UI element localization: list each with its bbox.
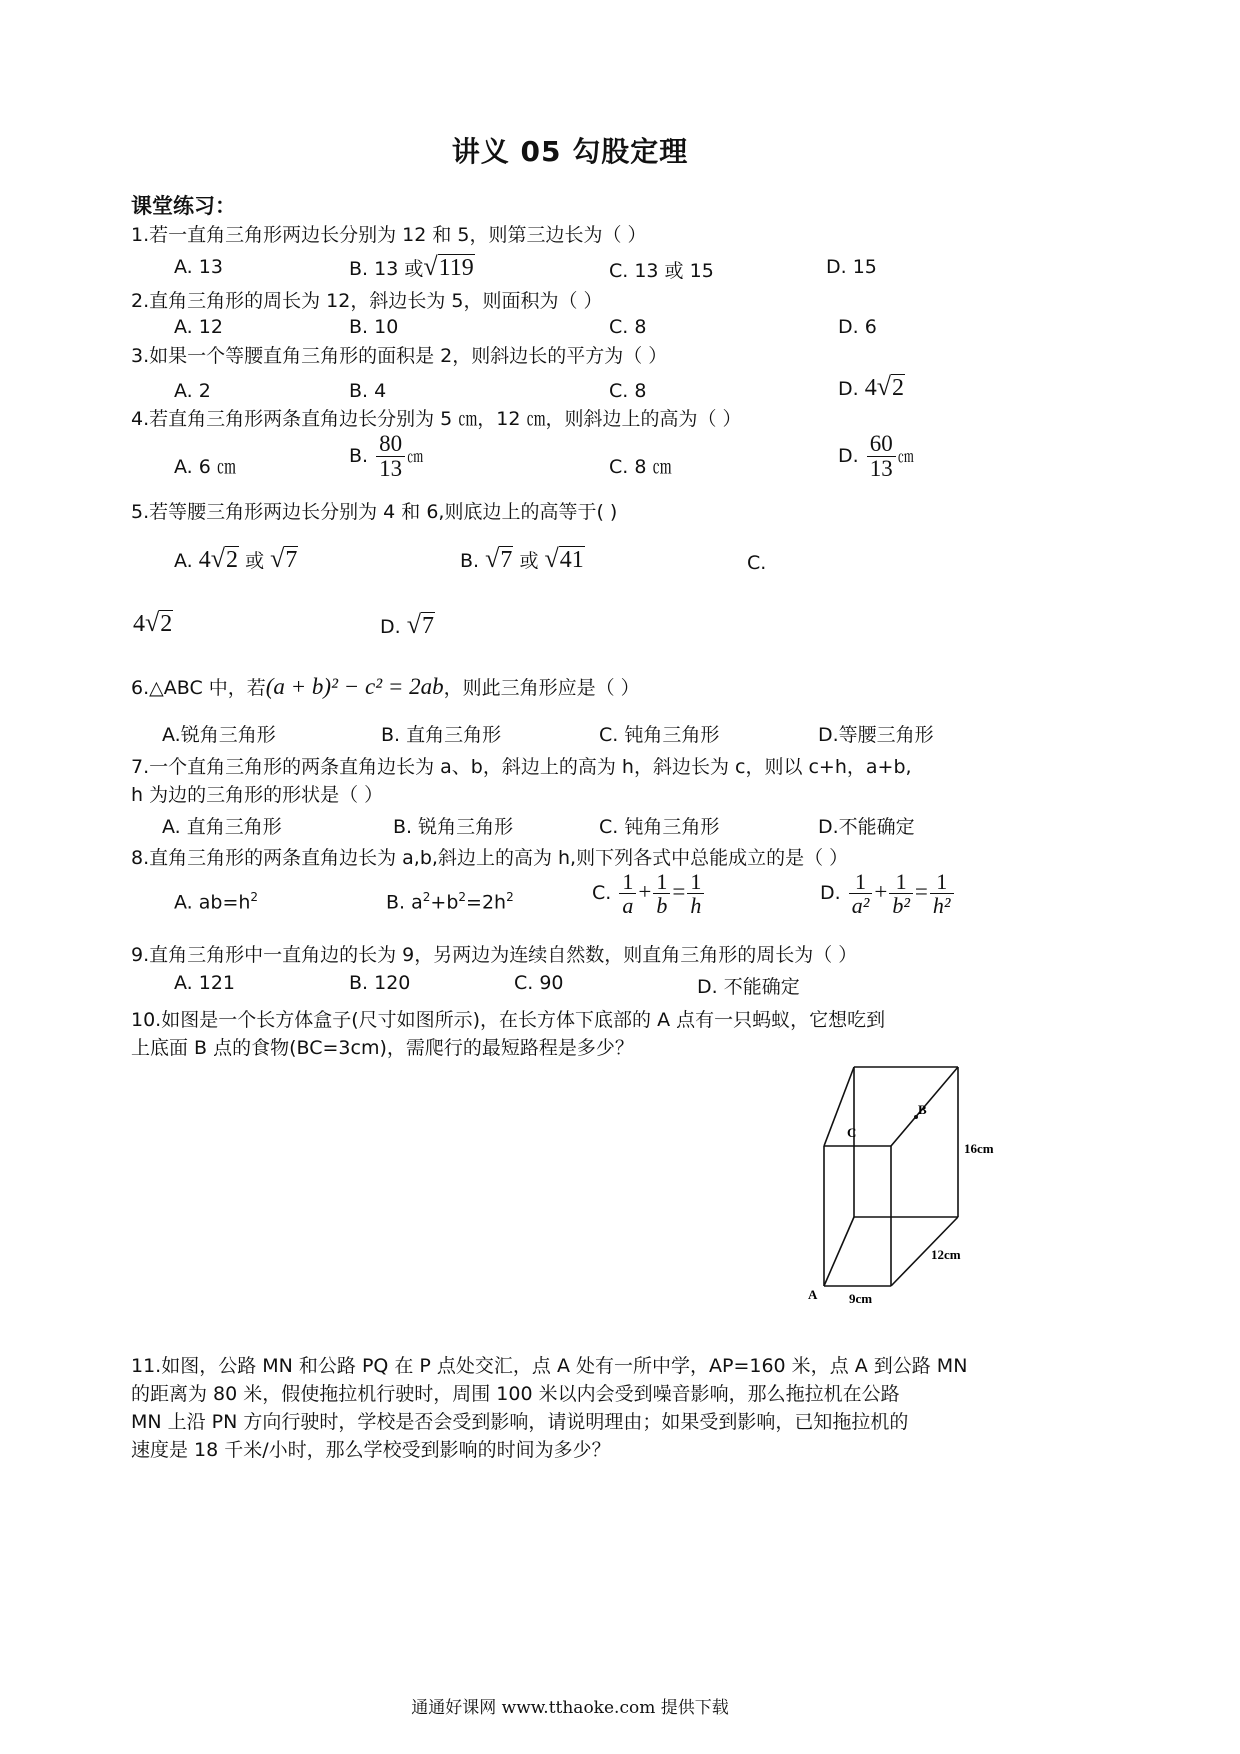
numerator: 1 [930, 870, 954, 894]
question-11-line-2: 的距离为 80 米，假使拖拉机行驶时，周围 100 米以内会受到噪音影响，那么拖拉机在公路 [131, 1383, 900, 1405]
option-d-label: D. [820, 882, 841, 905]
option-b-text: =2h [466, 891, 507, 914]
question-5-option-c-value [133, 608, 173, 638]
numerator: 1 [619, 870, 636, 894]
page-title: 讲义 05 勾股定理 [451, 135, 689, 168]
question-2-option-a: A. 12 [174, 316, 223, 338]
question-8-option-b [386, 890, 514, 913]
question-6-option-a: A.锐角三角形 [162, 724, 276, 746]
unit: ㎝ [897, 447, 914, 467]
fraction [849, 870, 873, 917]
option-b-label: B. [460, 550, 480, 572]
question-5-option-a [174, 544, 298, 574]
question-8-option-d: D. $\frac{1}{\text{a²}}$ + $\frac{1}{\text{b²}}$ = $\frac{1}{\text{h²}}$ [820, 870, 956, 917]
sqrt-expression: √7 [485, 544, 513, 573]
formula: (a + b)² − c² = 2ab [265, 674, 444, 699]
question-6-option-d: D.等腰三角形 [818, 724, 934, 746]
question-4-option-a: A. 6 ㎝ [174, 456, 236, 478]
option-b-text: B. a [386, 891, 423, 914]
question-9-option-d: D. 不能确定 [697, 976, 800, 998]
option-a-text: A. ab=h [174, 891, 251, 914]
coefficient: 4 [198, 547, 211, 573]
superscript: 2 [422, 890, 431, 904]
question-6-stem [131, 673, 640, 700]
label-b: B [918, 1102, 927, 1117]
sqrt-expression: √119 [423, 252, 474, 281]
superscript: 2 [250, 890, 259, 904]
fraction [687, 870, 704, 917]
question-3-option-d [838, 372, 905, 402]
question-4-option-c: C. 8 ㎝ [609, 456, 672, 478]
question-4-option-b [349, 432, 423, 481]
question-11-line-4: 速度是 18 千米/小时，那么学校受到影响的时间为多少？ [131, 1439, 611, 1461]
question-1-stem: 1.若一直角三角形两边长分别为 12 和 5，则第三边长为（ ） [131, 224, 647, 246]
question-3-option-c: C. 8 [609, 380, 647, 402]
question-7-option-a: A. 直角三角形 [162, 816, 282, 838]
question-2-stem: 2.直角三角形的周长为 12，斜边长为 5，则面积为（ ） [131, 290, 603, 312]
fraction [867, 432, 896, 481]
question-3-option-a: A. 2 [174, 380, 211, 402]
radicand: 2 [226, 547, 239, 573]
fraction [889, 870, 913, 917]
stem-prefix: 6.△ABC 中，若 [131, 677, 266, 699]
question-1-option-b [349, 252, 475, 282]
question-11-line-3: MN 上沿 PN 方向行驶时，学校是否会受到影响，请说明理由；如果受到影响，已知拖拉机的 [131, 1411, 909, 1433]
question-1-option-d: D. 15 [826, 256, 877, 278]
section-heading: 课堂练习： [131, 194, 236, 218]
denominator: 13 [869, 456, 893, 482]
radicand: 41 [559, 547, 584, 573]
radicand: 119 [438, 255, 474, 281]
edge [824, 1217, 854, 1286]
superscript: 2 [458, 890, 467, 904]
denominator: 13 [379, 456, 403, 482]
denominator: h [690, 893, 702, 919]
coefficient: 4 [864, 375, 877, 401]
option-b-label: B. [349, 445, 369, 468]
question-8-option-c: C. $\frac{1}{a}$ + $\frac{1}{b}$ = $\frac{1}{h}$ [592, 870, 706, 917]
question-4-stem: 4.若直角三角形两条直角边长分别为 5 ㎝，12 ㎝，则斜边上的高为（ ） [131, 408, 742, 430]
numerator: 1 [849, 870, 873, 894]
numerator: 1 [653, 870, 670, 894]
denominator: a [622, 893, 634, 919]
denominator: b² [892, 893, 910, 919]
radicand: 2 [892, 375, 904, 401]
option-b-text: B. 13 或 [349, 258, 424, 280]
option-d-label: D. [838, 378, 859, 400]
sqrt-expression: √41 [544, 544, 584, 573]
question-7-option-d: D.不能确定 [818, 816, 915, 838]
question-3-stem: 3.如果一个等腰直角三角形的面积是 2，则斜边长的平方为（ ） [131, 345, 668, 367]
option-d-label: D. [380, 616, 401, 638]
numerator: 1 [687, 870, 704, 894]
option-c-label: C. [592, 882, 612, 905]
denominator: h² [932, 893, 951, 919]
question-3-option-b: B. 4 [349, 380, 387, 402]
fraction [930, 870, 954, 917]
sqrt-expression: √7 [406, 610, 434, 639]
coefficient: 4 [133, 611, 145, 637]
question-7-stem-line-1: 7.一个直角三角形的两条直角边长为 a、b，斜边上的高为 h，斜边长为 c，则以 c+h，a+b, [131, 756, 912, 778]
radicand: 7 [285, 547, 298, 573]
question-5-stem: 5.若等腰三角形两边长分别为 4 和 6,则底边上的高等于( ) [131, 501, 618, 523]
footer-credit: 通通好课网 www.tthaoke.com 提供下载 [411, 1698, 729, 1718]
question-6-option-b: B. 直角三角形 [381, 724, 502, 746]
unit: ㎝ [407, 447, 424, 467]
numerator: 1 [889, 870, 913, 894]
label-length: 9cm [849, 1291, 873, 1306]
question-10-stem-line-1: 10.如图是一个长方体盒子(尺寸如图所示)，在长方体下底部的 A 点有一只蚂蚁，它想吃到 [131, 1009, 886, 1031]
question-1-option-c: C. 13 或 15 [609, 260, 714, 282]
denominator: b [656, 893, 668, 919]
question-10-stem-line-2: 上底面 B 点的食物(BC=3cm)，需爬行的最短路程是多少？ [131, 1037, 634, 1059]
or-word: 或 [519, 550, 539, 572]
cuboid-figure [800, 1065, 1020, 1315]
superscript: 2 [506, 890, 514, 904]
label-height: 16cm [964, 1141, 994, 1156]
fraction [619, 870, 636, 917]
question-9-option-c: C. 90 [514, 972, 564, 994]
question-5-option-d [380, 610, 435, 640]
numerator: 80 [376, 432, 405, 457]
option-a-label: A. [174, 550, 193, 572]
question-2-option-d: D. 6 [838, 316, 877, 338]
sqrt-expression: √7 [270, 544, 298, 573]
stem-suffix: ，则此三角形应是（ ） [443, 677, 640, 699]
question-8-option-a [174, 890, 258, 913]
question-5-option-c-label: C. [747, 552, 767, 574]
question-1-option-a: A. 13 [174, 256, 223, 278]
question-7-option-c: C. 钝角三角形 [599, 816, 720, 838]
question-7-stem-line-2: h 为边的三角形的形状是（ ） [131, 784, 384, 806]
question-9-stem: 9.直角三角形中一直角边的长为 9，另两边为连续自然数，则直角三角形的周长为（ ） [131, 944, 858, 966]
sqrt-expression: 4√2 [864, 372, 904, 401]
label-width: 12cm [931, 1247, 961, 1262]
radicand: 2 [160, 611, 173, 637]
option-d-label: D. [838, 445, 859, 468]
denominator: a² [851, 893, 870, 919]
question-2-option-b: B. 10 [349, 316, 399, 338]
question-2-option-c: C. 8 [609, 316, 647, 338]
or-word: 或 [245, 550, 265, 572]
fraction [653, 870, 670, 917]
question-11-line-1: 11.如图，公路 MN 和公路 PQ 在 P 点处交汇，点 A 处有一所中学，AP=160 米，点 A 到公路 MN [131, 1355, 968, 1377]
question-6-option-c: C. 钝角三角形 [599, 724, 720, 746]
question-5-option-b [460, 544, 585, 574]
question-4-option-d [838, 432, 914, 481]
question-9-option-a: A. 121 [174, 972, 236, 994]
question-8-stem: 8.直角三角形的两条直角边长为 a,b,斜边上的高为 h,则下列各式中总能成立的是（ ） [131, 847, 849, 869]
question-9-option-b: B. 120 [349, 972, 411, 994]
radicand: 7 [500, 547, 513, 573]
question-7-option-b: B. 锐角三角形 [393, 816, 514, 838]
option-b-text: +b [430, 891, 459, 914]
sqrt-expression: 4√2 [198, 544, 239, 573]
label-a: A [808, 1287, 818, 1302]
numerator: 60 [867, 432, 896, 457]
label-c: C [847, 1125, 857, 1140]
radicand: 7 [422, 613, 434, 639]
fraction [376, 432, 405, 481]
sqrt-expression: 4√2 [133, 608, 173, 637]
